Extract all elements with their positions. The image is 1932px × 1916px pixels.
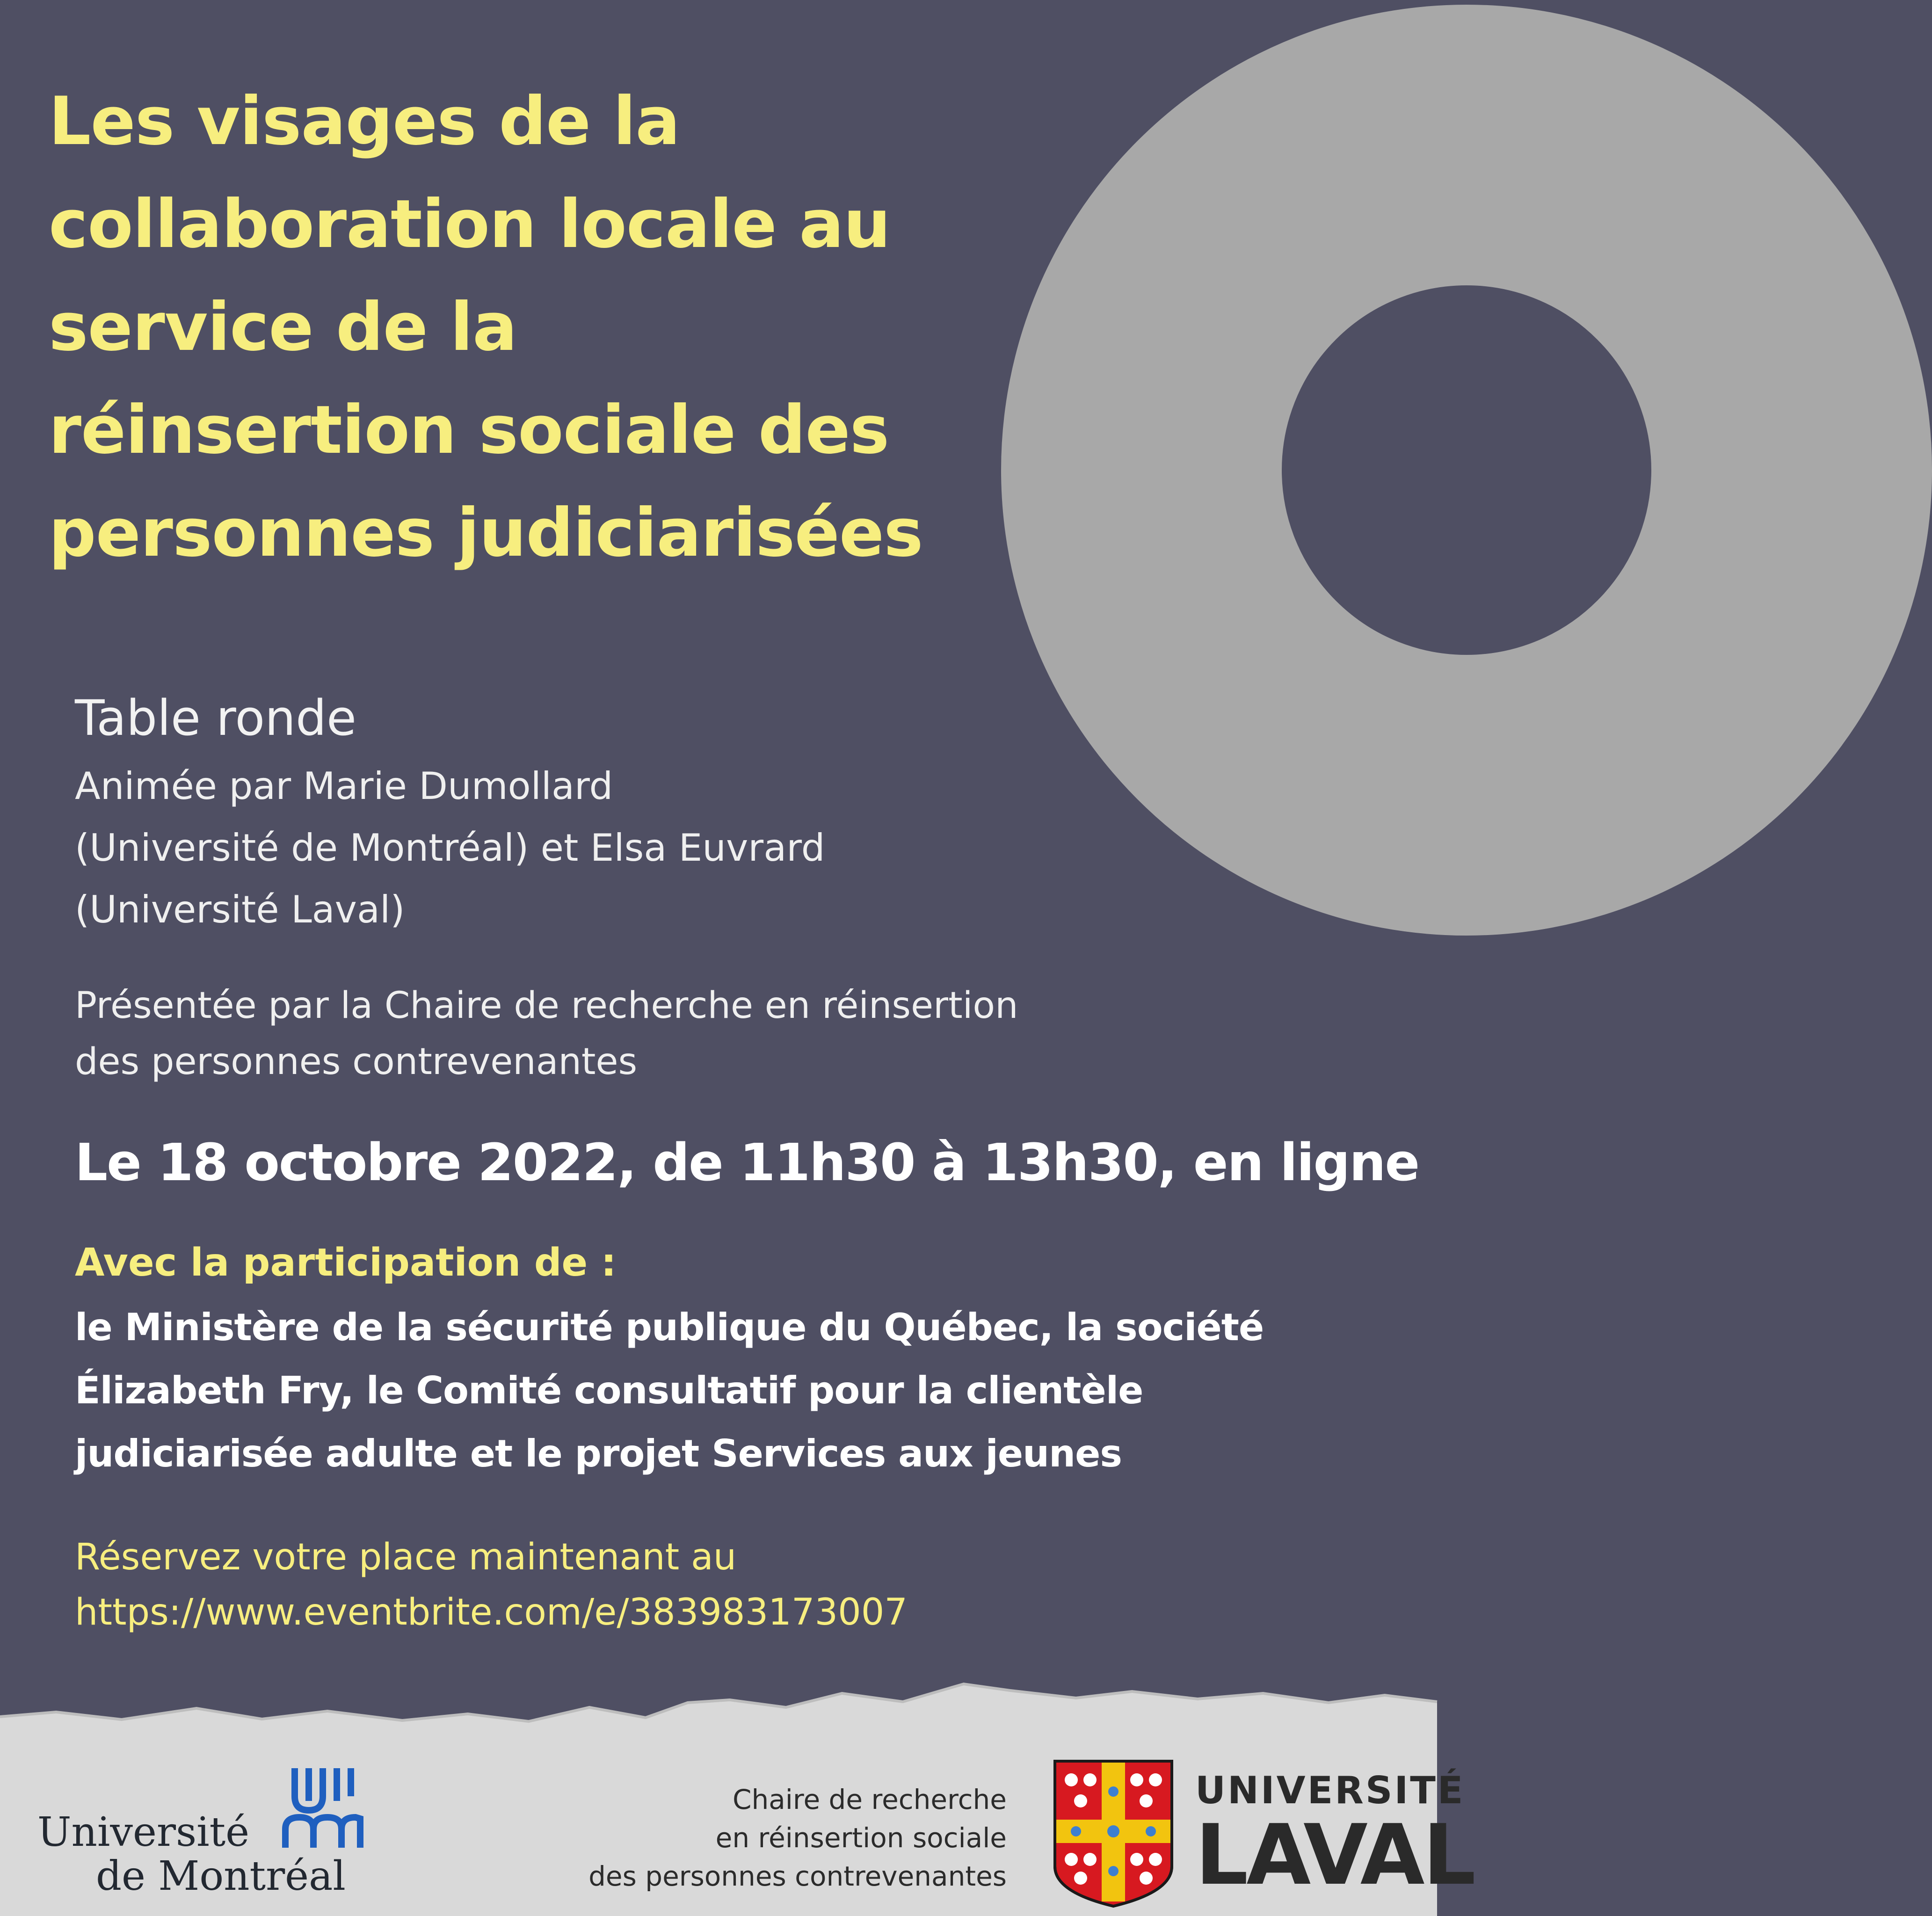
- participation-label: Avec la participation de :: [75, 1241, 617, 1285]
- participation-list: [75, 1296, 1264, 1485]
- hosts-line-1: Animée par Marie Dumollard: [75, 764, 613, 808]
- laval-crest-icon: [1053, 1759, 1174, 1909]
- participation-line-2: Élizabeth Fry, le Comité consultatif pour la clientèle: [75, 1369, 1143, 1412]
- reserve-text: Réservez votre place maintenant au: [75, 1536, 737, 1578]
- hosts-line-3: (Université Laval): [75, 888, 405, 931]
- participation-line-1: le Ministère de la sécurité publique du Québec, la société: [75, 1306, 1264, 1349]
- decorative-gray-ring: [1001, 5, 1932, 936]
- footer-logos: [0, 1675, 1474, 1916]
- title-line-2: collaboration locale au: [49, 186, 891, 263]
- event-type: Table ronde: [75, 689, 357, 747]
- chaire-wordmark: [539, 1780, 1007, 1895]
- reserve-link[interactable]: https://www.eventbrite.com/e/383983173007: [75, 1591, 908, 1633]
- hosts: [75, 755, 825, 941]
- title-line-1: Les visages de la: [49, 83, 680, 160]
- udem-logo: [37, 1764, 374, 1904]
- hosts-line-2: (Université de Montréal) et Elsa Euvrard: [75, 826, 825, 870]
- presented-by: [75, 978, 1018, 1090]
- participation-line-3: judiciarisée adulte et le projet Services aux jeunes: [75, 1432, 1122, 1475]
- laval-line-1: UNIVERSITÉ: [1195, 1769, 1465, 1812]
- chaire-line-3: des personnes contrevenantes: [588, 1860, 1007, 1892]
- laval-line-2: LAVAL: [1195, 1807, 1474, 1903]
- laval-wordmark: [1195, 1768, 1474, 1903]
- udem-emblem-icon: [281, 1764, 365, 1852]
- chaire-line-1: Chaire de recherche: [732, 1784, 1007, 1815]
- reservation-info: [75, 1530, 908, 1640]
- title-line-4: réinsertion sociale des: [49, 392, 889, 469]
- presented-line-1: Présentée par la Chaire de recherche en réinsertion: [75, 985, 1018, 1027]
- event-date: Le 18 octobre 2022, de 11h30 à 13h30, en ligne: [75, 1132, 1419, 1192]
- title-line-3: service de la: [49, 289, 517, 366]
- event-title: [49, 70, 1031, 585]
- title-line-5: personnes judiciarisées: [49, 494, 923, 572]
- udem-line-1: Université: [37, 1809, 250, 1856]
- udem-line-2: de Montréal: [96, 1853, 346, 1900]
- chaire-line-2: en réinsertion sociale: [715, 1822, 1007, 1854]
- presented-line-2: des personnes contrevenantes: [75, 1041, 638, 1083]
